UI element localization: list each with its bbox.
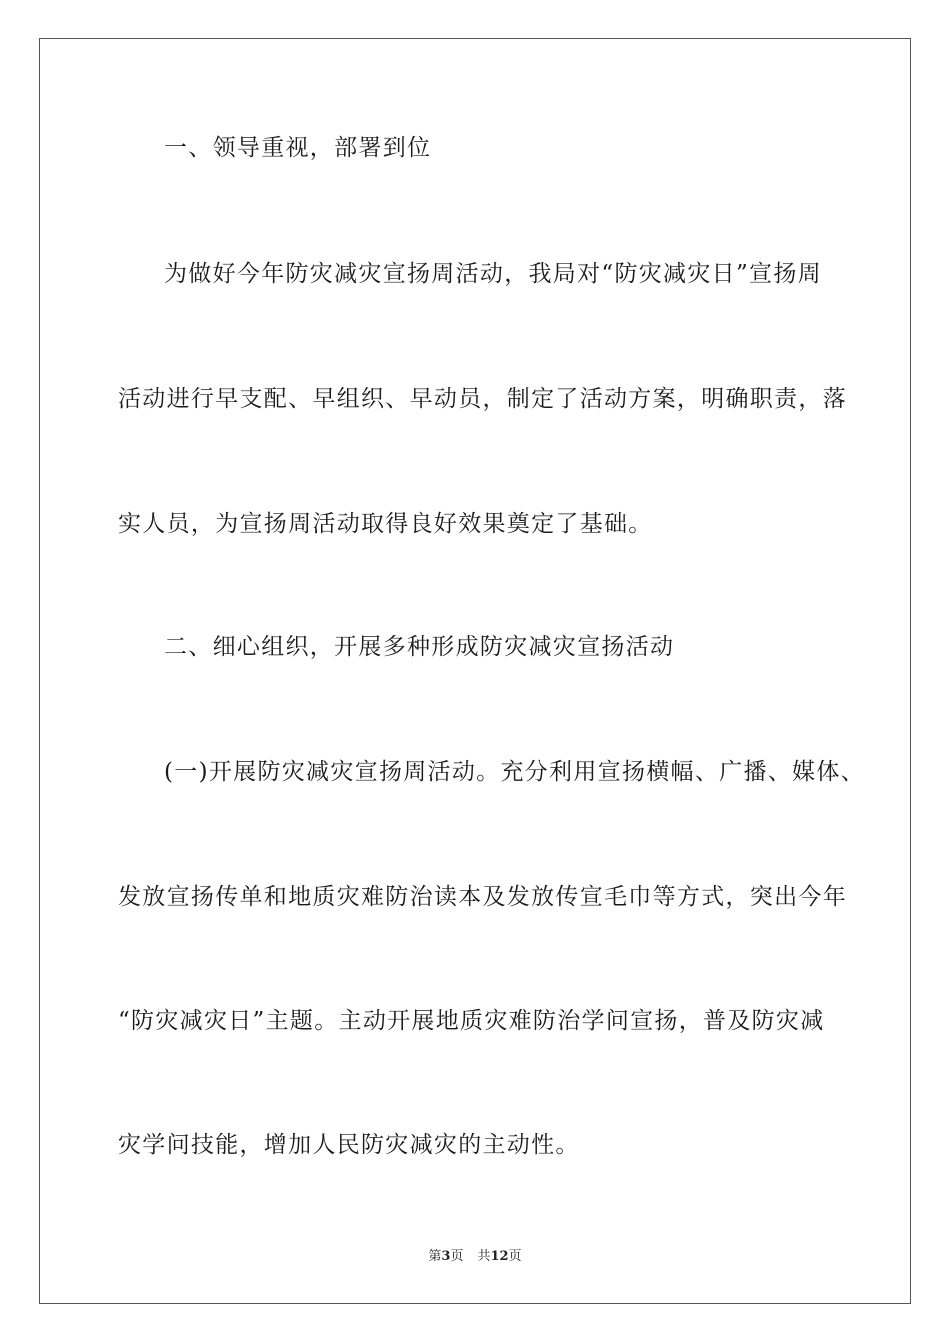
page-border xyxy=(39,38,911,1304)
paragraph-line: (一)开展防灾减灾宣扬周活动。充分利用宣扬横幅、广播、媒体、 xyxy=(164,759,865,785)
section-heading-2: 二、细心组织，开展多种形成防灾减灾宣扬活动 xyxy=(164,634,675,660)
page-prefix: 第 xyxy=(428,1249,442,1264)
paragraph-line: 实人员，为宣扬周活动取得良好效果奠定了基础。 xyxy=(118,511,653,537)
section-heading-1: 一、领导重视，部署到位 xyxy=(164,135,432,161)
paragraph-line: “防灾减灾日”主题。主动开展地质灾难防治学问宣扬，普及防灾减 xyxy=(118,1008,825,1034)
page-number: 3 xyxy=(441,1249,451,1264)
paragraph-line: 灾学问技能，增加人民防灾减灾的主动性。 xyxy=(118,1132,580,1158)
total-prefix: 共 xyxy=(477,1249,491,1264)
page-suffix: 页 xyxy=(450,1249,464,1264)
total-suffix: 页 xyxy=(508,1249,522,1264)
paragraph-line: 为做好今年防灾减灾宣扬周活动，我局对“防灾减灾日”宣扬周 xyxy=(164,261,822,287)
total-pages: 12 xyxy=(490,1249,509,1264)
paragraph-line: 发放宣扬传单和地质灾难防治读本及发放传宣毛巾等方式，突出今年 xyxy=(118,884,847,910)
page-footer xyxy=(0,1248,950,1266)
paragraph-line: 活动进行早支配、早组织、早动员，制定了活动方案，明确职责，落 xyxy=(118,386,847,412)
